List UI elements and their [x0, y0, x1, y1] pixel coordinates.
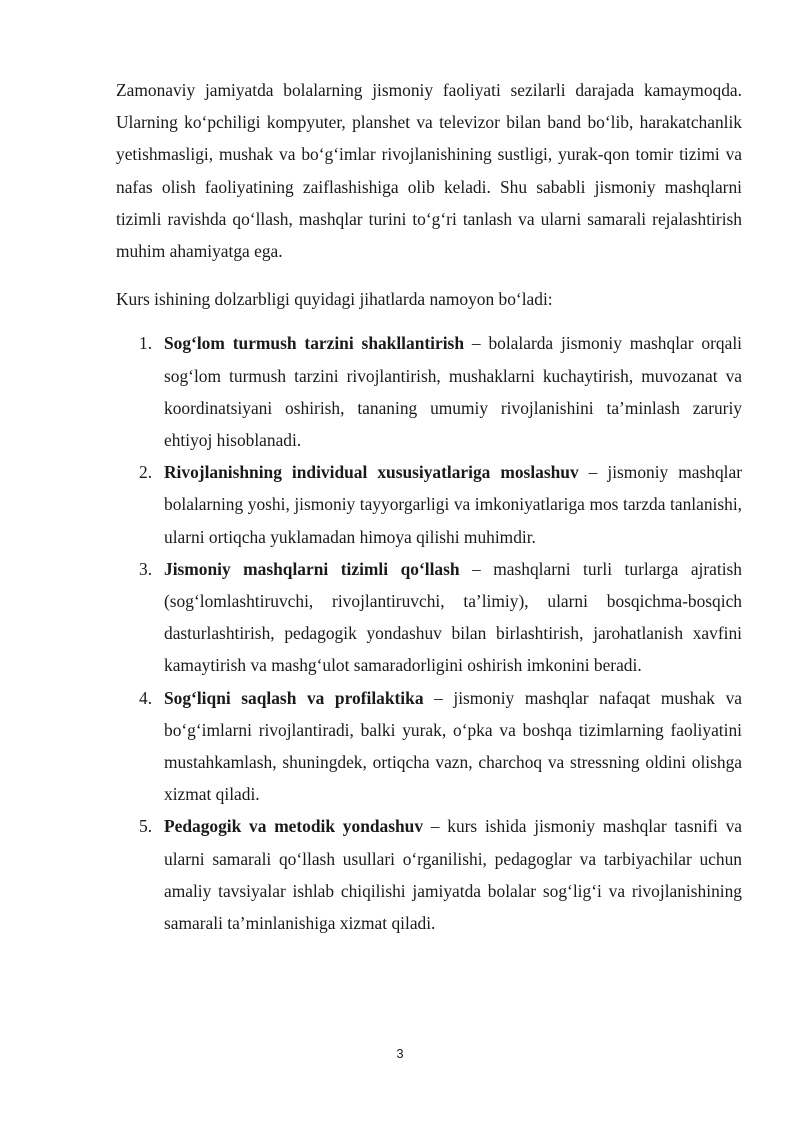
list-item-number: 5.: [139, 816, 153, 837]
list-item-term: Jismoniy mashqlarni tizimli qoʻllash: [164, 558, 460, 579]
list-item: [116, 456, 742, 553]
list-item-term: Rivojlanishning individual xususiyatlariga moslashuv: [164, 462, 579, 483]
list-item-text: – jismoniy mashqlar nafaqat mushak va boʻgʻimlarni rivojlantiradi, balki yurak, oʻpka va boshqa tizimlarning faoliyatini mustahkamlash, shuningdek, ortiqcha vazn, charchoq va stressning oldini olishga xizmat qiladi.: [164, 687, 742, 805]
list-item-term: Pedagogik va metodik yondashuv: [164, 816, 424, 837]
list-item-text: – bolalarda jismoniy mashqlar orqali sogʻlom turmush tarzini rivojlantirish, mushaklarni kuchaytirish, muvozanat va koordinatsiyani oshirish, tananing umumiy rivojlanishini taʼminlash zaruriy ehtiyoj hisoblanadi.: [164, 333, 742, 451]
lead-sentence: Kurs ishining dolzarbligi quyidagi jihatlarda namoyon boʻladi:: [116, 289, 553, 310]
page-number: 3: [396, 1046, 404, 1061]
list-item-number: 2.: [139, 462, 153, 483]
list-item-text: – kurs ishida jismoniy mashqlar tasnifi va ularni samarali qoʻllash usullari oʻrganilishi, pedagoglar va tarbiyachilar uchun amaliy tavsiyalar ishlab chiqilishi jamiyatda bolalar sogʻligʻi va rivojlanishining samarali taʼminlanishiga xizmat qiladi.: [164, 816, 742, 934]
list-item-number: 3.: [139, 558, 153, 579]
list-item-number: 1.: [139, 333, 153, 354]
list-item-text: – jismoniy mashqlar bolalarning yoshi, jismoniy tayyorgarligi va imkoniyatlariga mos tarzda tanlanishi, ularni ortiqcha yuklamadan himoya qilishi muhimdir.: [164, 462, 742, 547]
list-item-term: Sogʻlom turmush tarzini shakllantirish: [164, 333, 464, 354]
relevance-list: [116, 327, 742, 939]
list-item-text: – mashqlarni turli turlarga ajratish (sogʻlomlashtiruvchi, rivojlantiruvchi, taʼlimiy), ularni bosqichma-bosqich dasturlashtirish, pedagogik yondashuv bilan birlashtirish, jarohatlanish xavfini kamaytirish va mashgʻulot samaradorligini oshirish imkonini beradi.: [164, 558, 743, 676]
list-item: [116, 682, 742, 811]
list-item-term: Sogʻliqni saqlash va profilaktika: [164, 687, 424, 708]
intro-paragraph: Zamonaviy jamiyatda bolalarning jismoniy faoliyati sezilarli darajada kamaymoqda. Ularning koʻpchiligi kompyuter, planshet va televizor bilan band boʻlib, harakatchanlik yetishmasligi, mushak va boʻgʻimlar rivojlanishining sustligi, yurak-qon tomir tizimi va nafas olish faoliyatining zaiflashishiga olib keladi. Shu sababli jismoniy mashqlarni tizimli ravishda qoʻllash, mashqlar turini toʻgʻri tanlash va ularni samarali rejalashtirish muhim ahamiyatga ega.: [116, 80, 742, 262]
list-item: [116, 810, 742, 939]
list-item: [116, 327, 742, 456]
list-item-number: 4.: [139, 687, 153, 708]
document-page: [116, 74, 742, 939]
list-item: [116, 553, 742, 682]
